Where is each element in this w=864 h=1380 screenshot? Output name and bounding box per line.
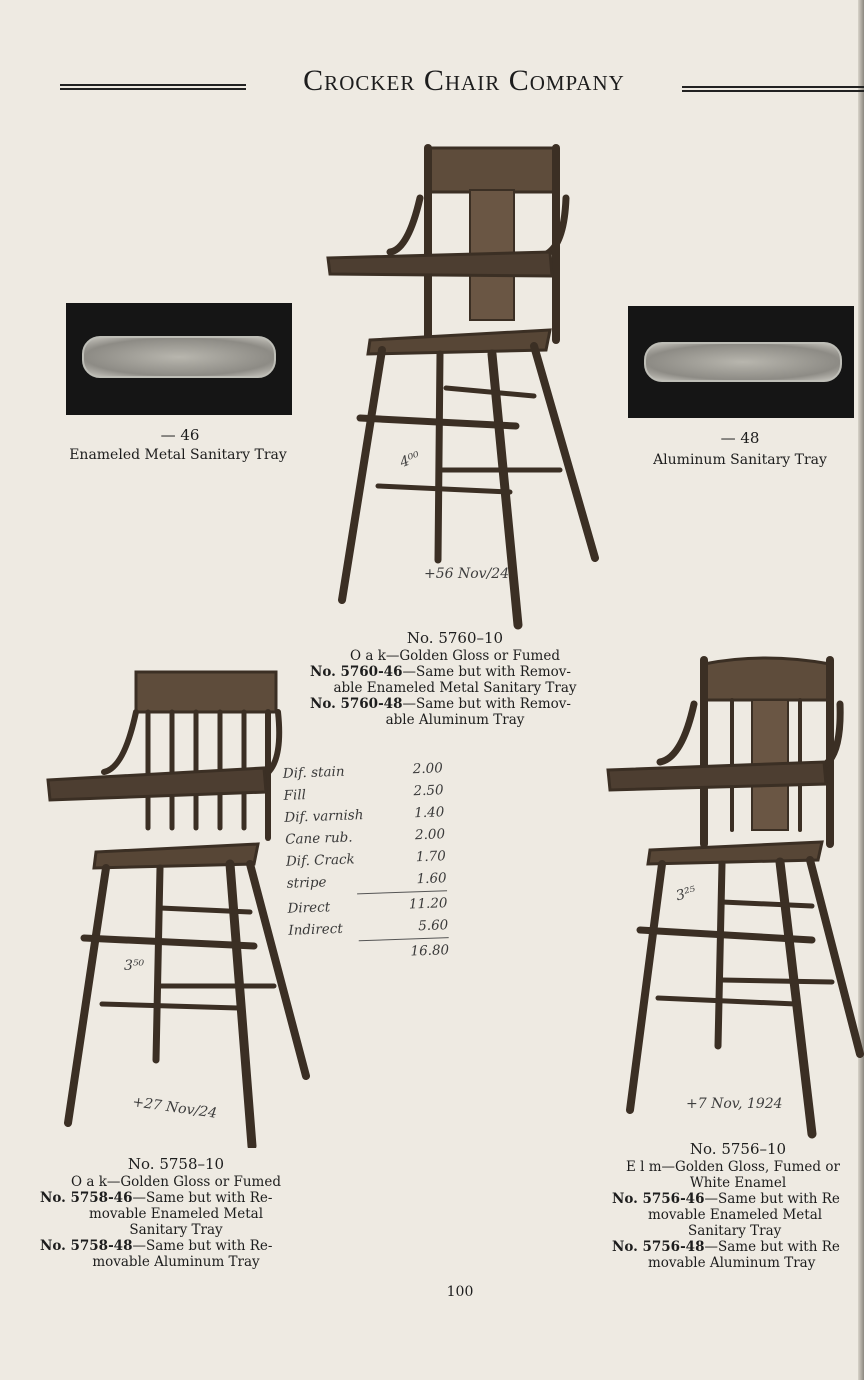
product-5760-wood: O a k—Golden Gloss or Fumed <box>350 648 560 664</box>
product-5758-46-desc2: movable Enameled Metal <box>88 1206 264 1222</box>
tray-48-caption: Aluminum Sanitary Tray <box>653 452 827 468</box>
product-5756-wood: E l m—Golden Gloss, Fumed or <box>626 1159 840 1175</box>
product-5760-46-no: No. 5760-46 <box>310 664 403 680</box>
product-5758-46-no: No. 5758-46 <box>40 1190 133 1206</box>
tray-48-photo <box>628 306 854 418</box>
chair-5760-price-note: 4⁰⁰ <box>397 449 423 471</box>
product-5760-46-desc1: —Same but with Remov- <box>402 664 571 680</box>
product-5760-48-desc2: able Aluminum Tray <box>385 712 525 728</box>
tray-46-photo <box>66 303 292 415</box>
chair-5758-price-note: 3⁵⁰ <box>124 958 145 974</box>
cost-row: Fill 2.50 <box>283 782 444 804</box>
product-5760-48-desc1: —Same but with Remov- <box>402 696 571 712</box>
cost-row: Cane rub. 2.00 <box>284 826 446 848</box>
tray-46-caption: Enameled Metal Sanitary Tray <box>69 447 287 463</box>
product-5756-46-no: No. 5756-46 <box>612 1191 705 1207</box>
tray-48-number: — 48 <box>720 429 760 447</box>
cost-row: Dif. Crack 1.70 <box>285 848 447 870</box>
chair-5756-date-note: +7 Nov, 1924 <box>686 1096 783 1112</box>
cost-row: Direct 11.20 <box>287 895 448 917</box>
product-5756-46-desc1: —Same but with Re <box>704 1191 840 1207</box>
aluminum-tray-image <box>644 342 842 382</box>
product-5756-46-desc2: movable Enameled Metal <box>648 1207 823 1223</box>
product-5760-46-desc2: able Enameled Metal Sanitary Tray <box>333 680 577 696</box>
product-5758-number: No. 5758–10 <box>127 1155 225 1173</box>
product-5756-48-no: No. 5756-48 <box>612 1239 705 1255</box>
header-rule-right <box>682 86 864 92</box>
cost-row: stripe 1.60 <box>286 870 447 892</box>
product-5760-48-no: No. 5760-48 <box>310 696 403 712</box>
product-5758-wood: O a k—Golden Gloss or Fumed <box>71 1174 281 1190</box>
product-5756-number: No. 5756–10 <box>689 1140 787 1158</box>
product-5756-46-desc3: Sanitary Tray <box>688 1223 782 1239</box>
product-5758-48-desc2: movable Aluminum Tray <box>92 1254 260 1270</box>
tray-46-number: — 46 <box>160 426 200 444</box>
high-chair-5760-image <box>320 140 610 630</box>
product-5760-info <box>310 629 600 728</box>
cost-row: 16.80 <box>410 942 450 960</box>
product-5758-48-no: No. 5758-48 <box>40 1238 133 1254</box>
product-5758-48-desc1: —Same but with Re- <box>132 1238 273 1254</box>
cost-row: Indirect 5.60 <box>288 917 449 939</box>
header-rule-left <box>60 84 246 90</box>
product-5758-46-desc1: —Same but with Re- <box>132 1190 273 1206</box>
product-5756-48-desc1: —Same but with Re <box>704 1239 840 1255</box>
chair-5760-date-note: +56 Nov/24 <box>424 566 510 582</box>
product-5758-info <box>40 1155 312 1270</box>
handwritten-cost-notes <box>282 757 449 966</box>
product-5758-46-desc3: Sanitary Tray <box>129 1222 223 1238</box>
product-5756-info <box>612 1140 864 1271</box>
page-title: Crocker Chair Company <box>303 64 625 97</box>
cost-row: Dif. stain 2.00 <box>282 760 444 782</box>
product-5760-number: No. 5760–10 <box>406 629 504 647</box>
chair-5756-price-note: 3²⁵ <box>674 883 698 905</box>
enameled-tray-image <box>82 336 276 378</box>
high-chair-5758-image <box>44 668 314 1148</box>
product-5756-wood2: White Enamel <box>689 1175 787 1191</box>
cost-row: Dif. varnish 1.40 <box>284 804 445 826</box>
high-chair-5756-image <box>604 654 864 1140</box>
chair-5758-date-note: +27 Nov/24 <box>131 1094 218 1122</box>
product-5756-48-desc2: movable Aluminum Tray <box>648 1255 816 1271</box>
page-number: 100 <box>446 1284 474 1300</box>
